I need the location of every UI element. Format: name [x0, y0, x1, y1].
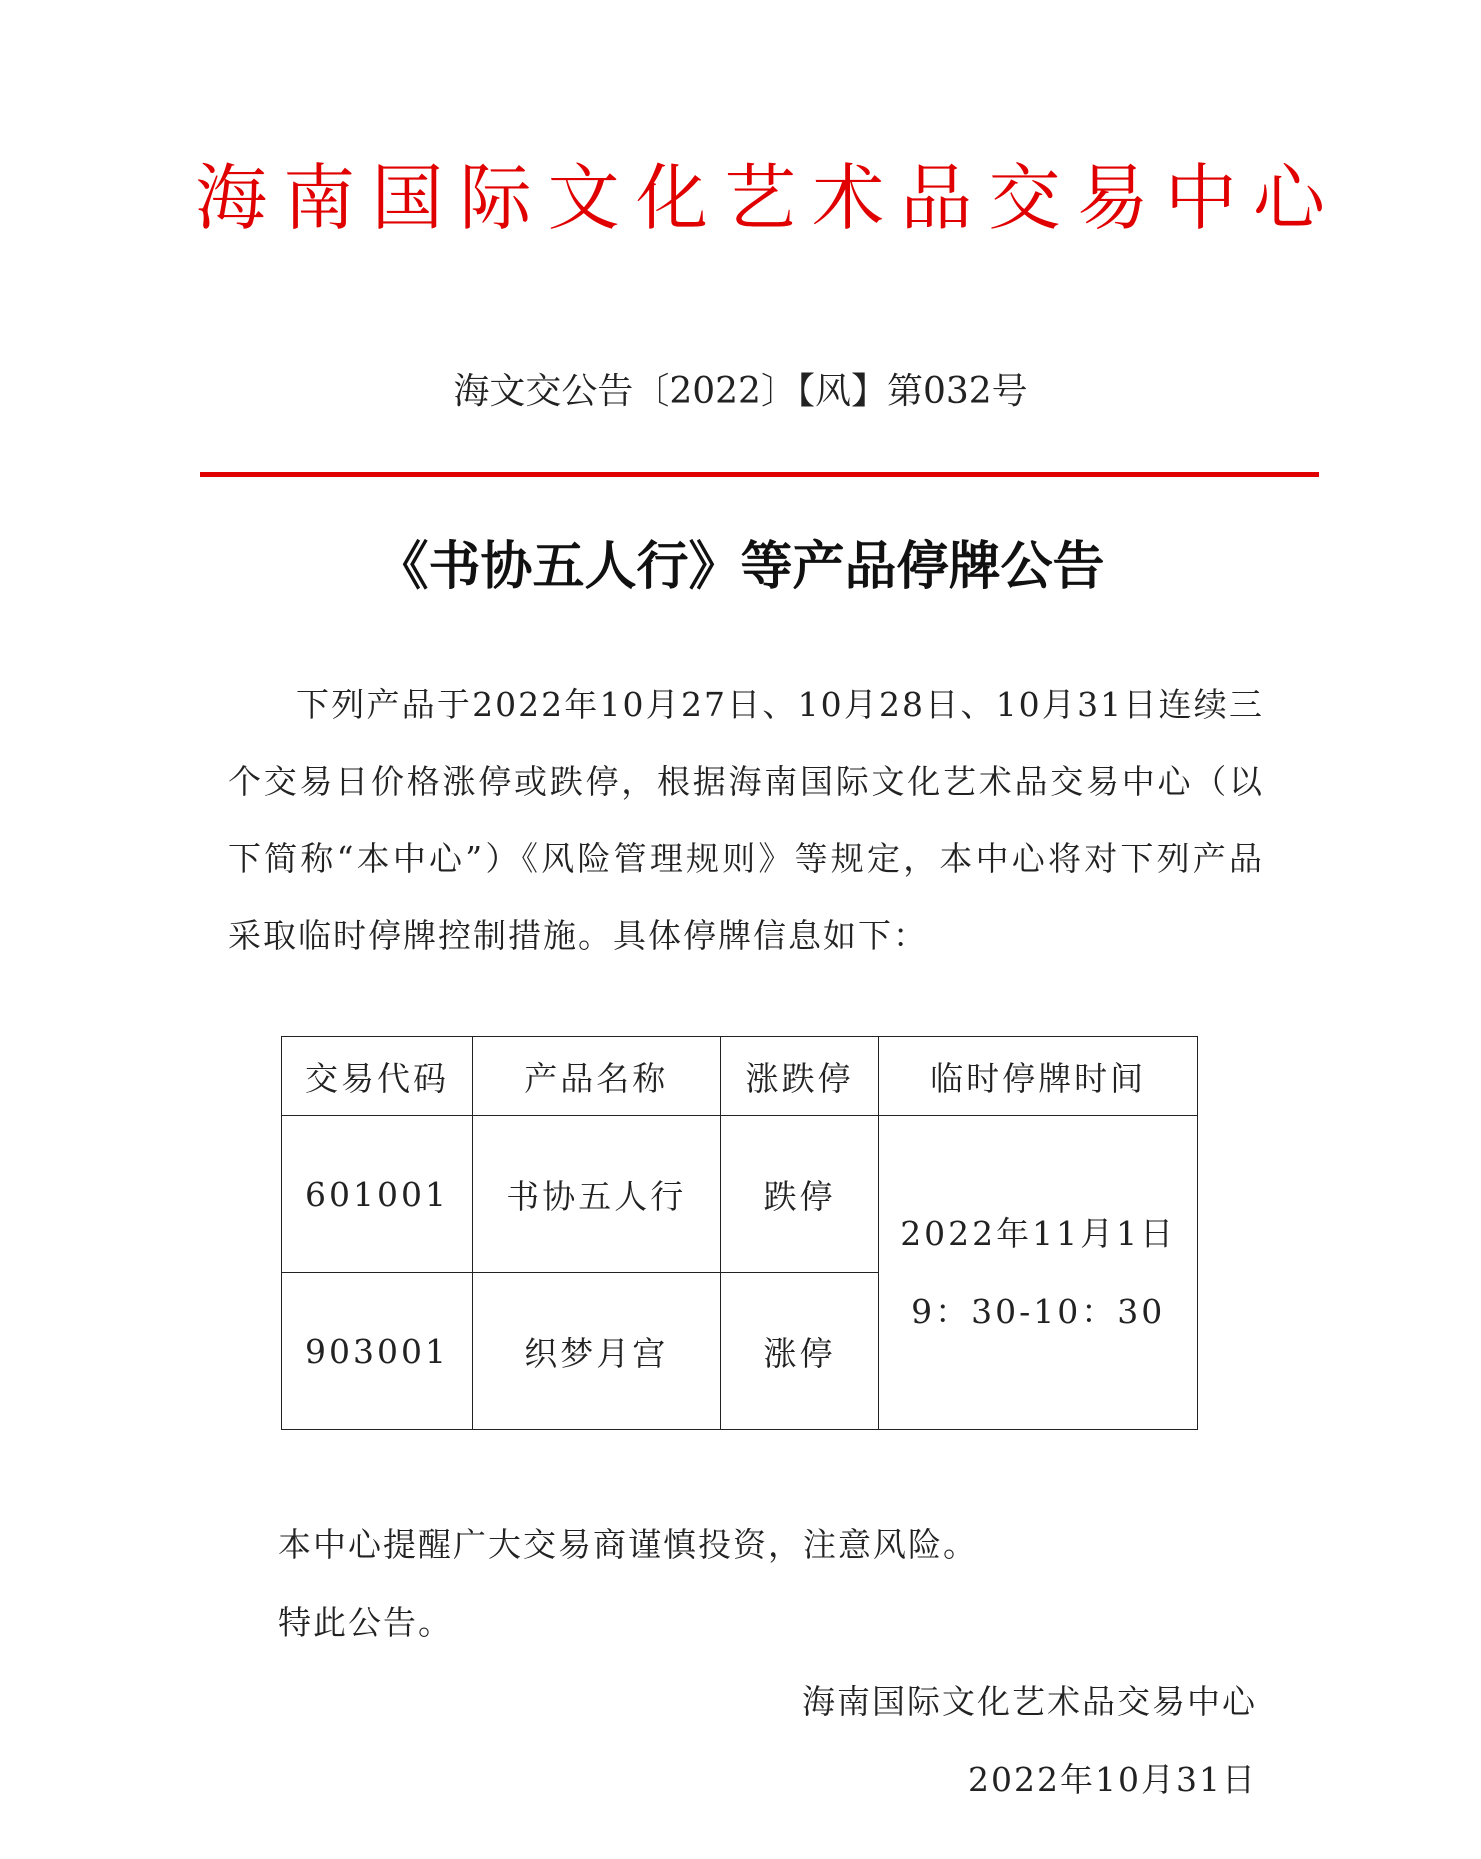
- header-halt-time: 临时停牌时间: [879, 1037, 1198, 1116]
- signature-date: 2022年10月31日: [968, 1760, 1257, 1799]
- document-number: 海文交公告〔2022〕【风】第032号: [453, 371, 1028, 412]
- header-trade-code: 交易代码: [282, 1037, 473, 1116]
- letterhead-divider: [200, 472, 1319, 477]
- cell-halt-time: [879, 1116, 1198, 1430]
- cell-trade-code: 903001: [282, 1273, 473, 1430]
- table-row: [282, 1116, 1198, 1273]
- halt-table: [281, 1036, 1198, 1430]
- letterhead-title: 海南国际文化艺术品交易中心: [195, 156, 1325, 240]
- notice-body-paragraph: 下列产品于2022年10月27日、10月28日、10月31日连续三个交易日价格涨停或跌停，根据海南国际文化艺术品交易中心（以下简称“本中心”）《风险管理规则》等规定，本中心将对下列产品采取临时停牌控制措施。具体停牌信息如下：: [228, 685, 1264, 955]
- table-header-row: [282, 1037, 1198, 1116]
- halt-period: 9：30-10：30: [911, 1291, 1166, 1331]
- cell-product-name: 书协五人行: [472, 1116, 720, 1273]
- closing-statement: 特此公告。: [278, 1603, 453, 1642]
- notice-title: 《书协五人行》等产品停牌公告: [376, 537, 1105, 597]
- cell-limit-direction: 涨停: [720, 1273, 879, 1430]
- halt-date: 2022年11月1日: [900, 1213, 1177, 1253]
- cell-trade-code: 601001: [282, 1116, 473, 1273]
- header-limit-direction: 涨跌停: [720, 1037, 879, 1116]
- risk-reminder: 本中心提醒广大交易商谨慎投资，注意风险。: [278, 1525, 978, 1564]
- header-product-name: 产品名称: [472, 1037, 720, 1116]
- cell-limit-direction: 跌停: [720, 1116, 879, 1273]
- cell-product-name: 织梦月宫: [472, 1273, 720, 1430]
- signature-organization: 海南国际文化艺术品交易中心: [802, 1682, 1257, 1721]
